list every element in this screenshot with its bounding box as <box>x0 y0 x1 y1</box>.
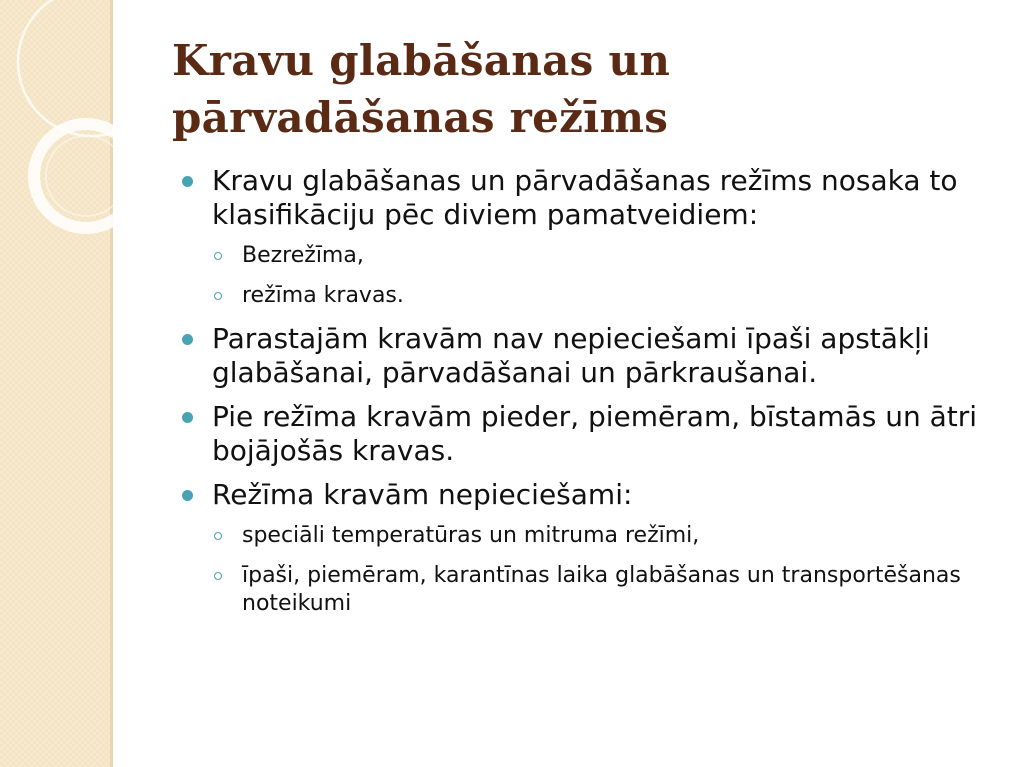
sub-bullet-item <box>180 562 1000 618</box>
bullet-item <box>180 164 1000 232</box>
sub-bullet-circle-icon <box>214 292 222 300</box>
title-line-2: pārvadāšanas režīms <box>172 93 669 142</box>
sub-bullet-circle-icon <box>214 252 222 260</box>
bullet-item <box>180 400 1000 468</box>
bullet-item <box>180 322 1000 390</box>
sub-bullet-item <box>180 282 1000 310</box>
bullet-text: Pie režīma kravām pieder, piemēram, bīstamās un ātri bojājošās kravas. <box>212 400 978 467</box>
bullet-text: Režīma kravām nepieciešami: <box>212 478 633 511</box>
sub-bullet-item <box>180 522 1000 550</box>
sub-bullet-circle-icon <box>214 572 222 580</box>
title-line-1: Kravu glabāšanas un <box>172 36 671 85</box>
sub-bullet-list <box>180 522 1000 618</box>
bullet-list <box>180 164 1000 630</box>
sub-bullet-list <box>180 242 1000 310</box>
sub-bullet-text: režīma kravas. <box>242 283 404 308</box>
sub-bullet-item <box>180 242 1000 270</box>
deco-circle-ring <box>34 124 138 228</box>
sub-bullet-text: Bezrežīma, <box>242 243 364 268</box>
bullet-text: Kravu glabāšanas un pārvadāšanas režīms nosaka to klasifikāciju pēc diviem pamatveidiem: <box>212 164 958 231</box>
sub-bullet-text: īpaši, piemēram, karantīnas laika glabāšanas un transportēšanas noteikumi <box>242 563 961 616</box>
sub-bullet-circle-icon <box>214 532 222 540</box>
bullet-dot-icon <box>182 490 193 501</box>
bullet-dot-icon <box>182 412 193 423</box>
bullet-text: Parastajām kravām nav nepieciešami īpaši apstākļi glabāšanai, pārvadāšanai un pārkraušanai. <box>212 322 930 389</box>
bullet-dot-icon <box>182 176 193 187</box>
slide-title <box>172 32 992 146</box>
deco-circle-inner <box>46 136 126 216</box>
bullet-dot-icon <box>182 334 193 345</box>
deco-circle-large <box>18 0 166 136</box>
sub-bullet-text: speciāli temperatūras un mitruma režīmi, <box>242 523 700 548</box>
bullet-item <box>180 478 1000 512</box>
